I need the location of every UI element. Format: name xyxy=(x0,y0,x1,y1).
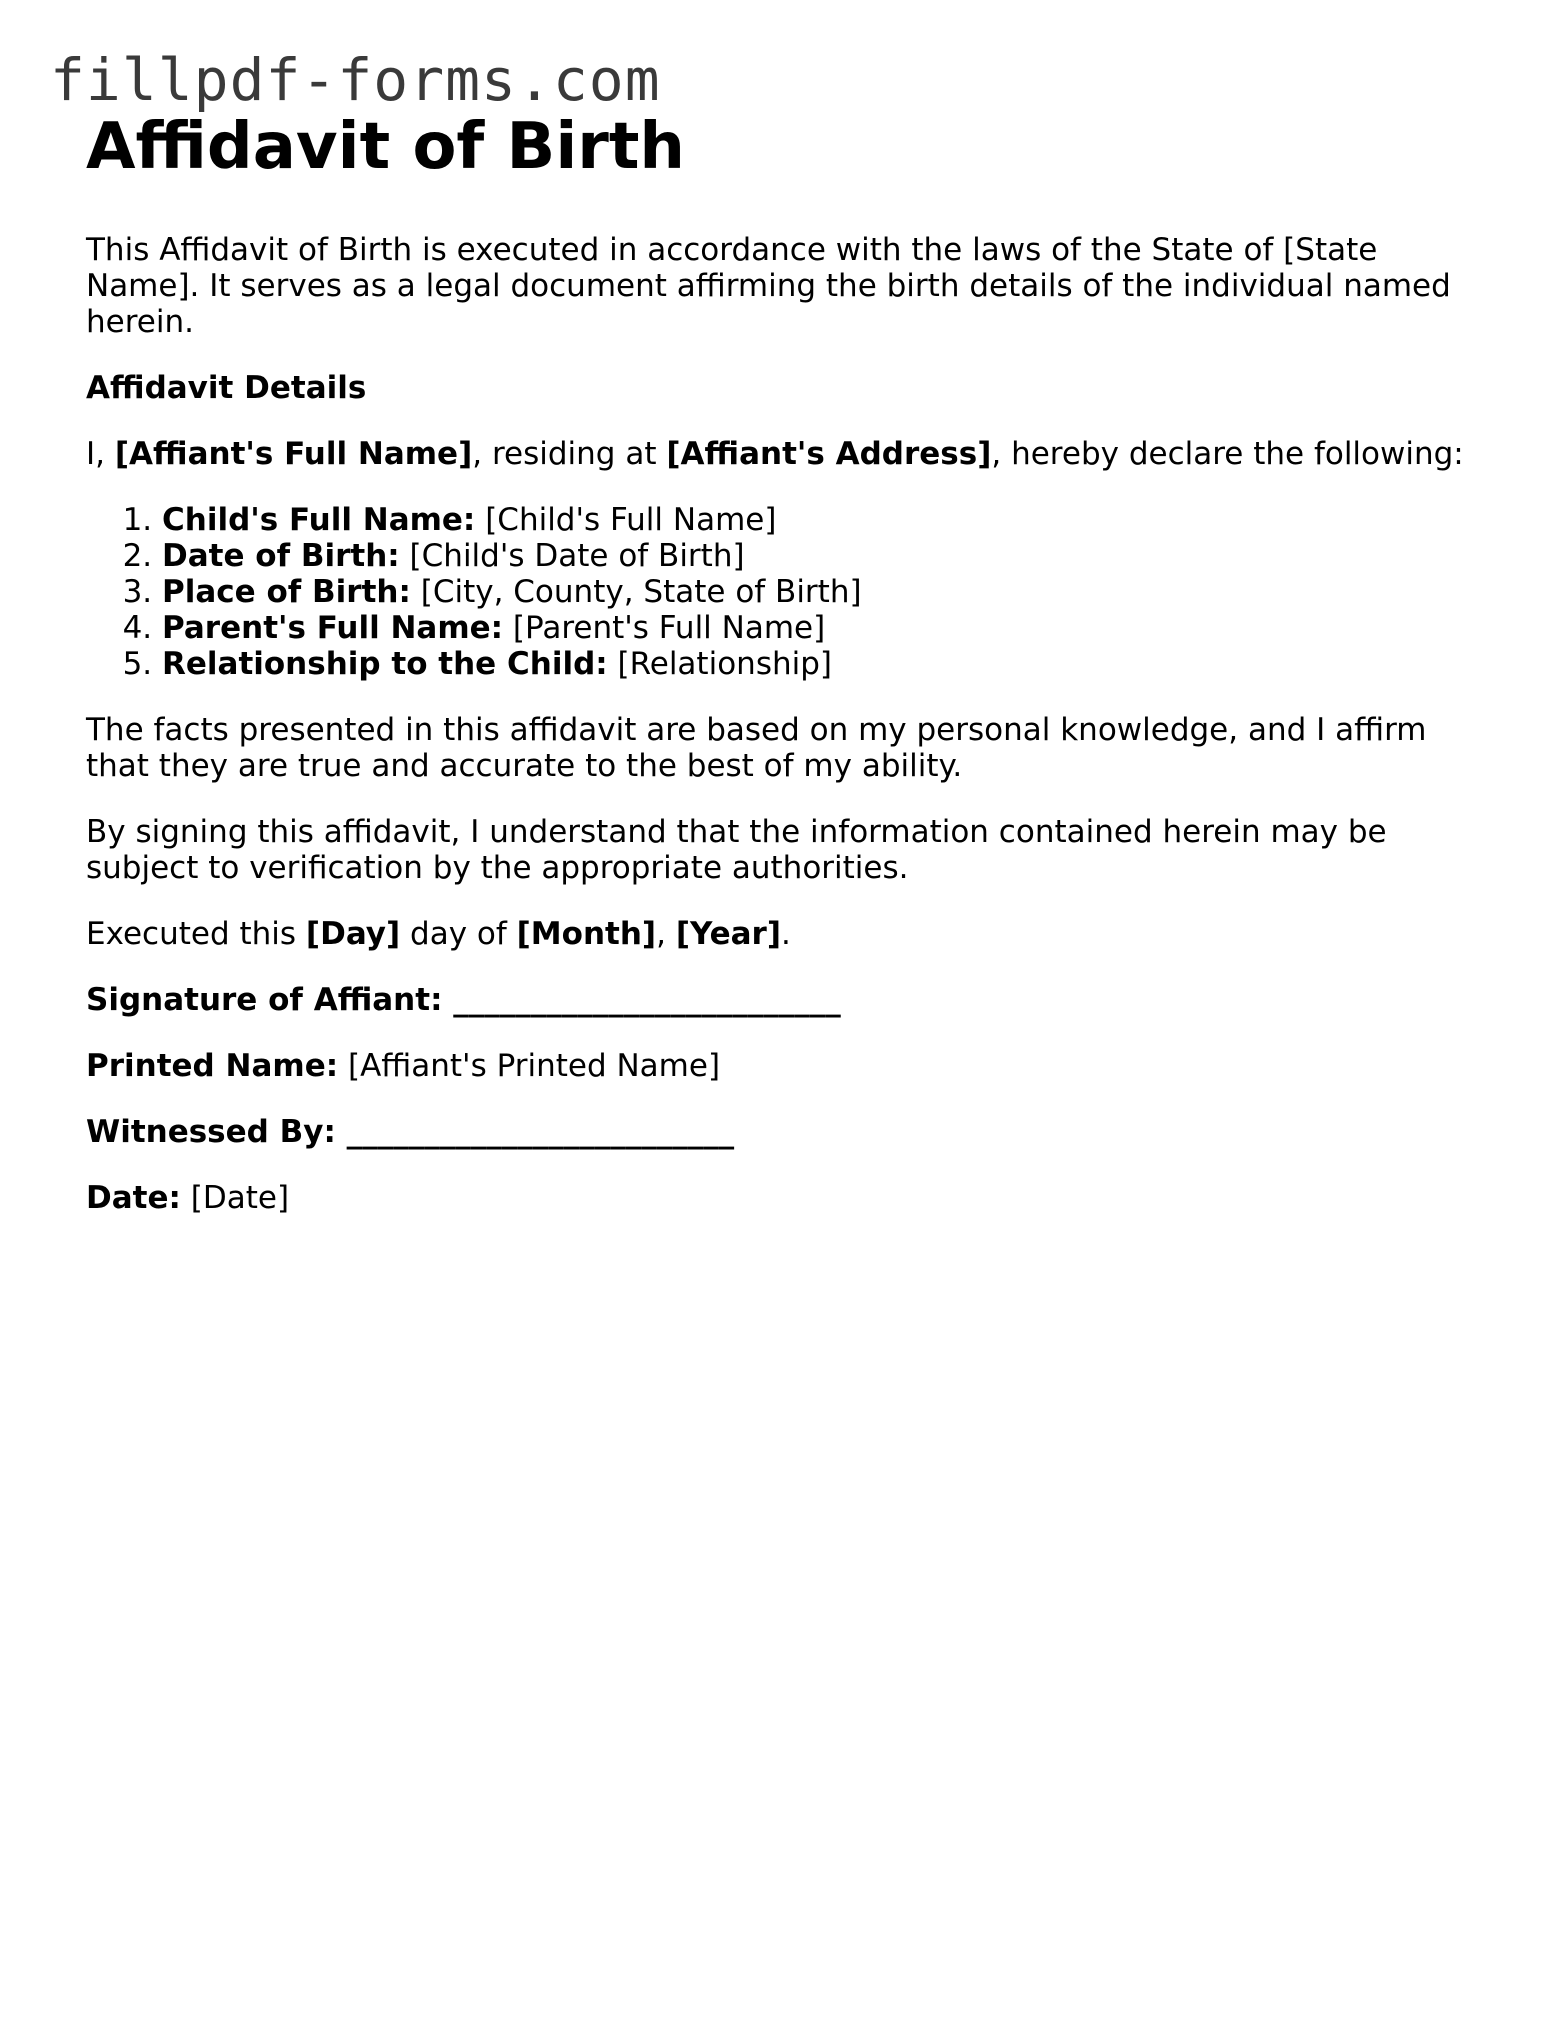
executed-middle: day of xyxy=(400,916,517,952)
item-label: Relationship to the Child: xyxy=(162,646,608,682)
printed-name-label: Printed Name: xyxy=(86,1048,339,1084)
year-placeholder: [Year] xyxy=(675,916,781,952)
watermark-text: fillpdf-forms.com xyxy=(50,46,661,114)
day-placeholder: [Day] xyxy=(305,916,401,952)
list-item xyxy=(162,538,1486,574)
list-item xyxy=(162,646,1486,682)
item-value: [Relationship] xyxy=(607,646,832,682)
intro-paragraph: This Affidavit of Birth is executed in accordance with the laws of the State of [State Name]. It serves as a legal document affirming the birth details of the individual named herein. xyxy=(86,232,1451,340)
month-placeholder: [Month] xyxy=(516,916,657,952)
witness-label: Witnessed By: xyxy=(86,1114,336,1150)
section-heading: Affidavit Details xyxy=(86,370,367,406)
date-label: Date: xyxy=(86,1180,181,1216)
document-page xyxy=(86,106,1486,1246)
declaration-middle: , residing at xyxy=(472,436,667,472)
facts-paragraph: The facts presented in this affidavit are based on my personal knowledge, and I affirm that they are true and accurate to the best of my ability. xyxy=(86,712,1427,784)
item-label: Place of Birth: xyxy=(162,574,411,610)
list-item xyxy=(162,574,1486,610)
affiant-address-placeholder: [Affiant's Address] xyxy=(666,436,992,472)
executed-end: . xyxy=(780,916,791,952)
list-item xyxy=(162,502,1486,538)
executed-line xyxy=(86,916,1486,952)
item-value: [City, County, State of Birth] xyxy=(410,574,862,610)
printed-name-line xyxy=(86,1048,1486,1084)
signature-blank[interactable]: _________________________ xyxy=(442,982,841,1018)
signature-label: Signature of Affiant: xyxy=(86,982,443,1018)
item-label: Child's Full Name: xyxy=(162,502,476,538)
witness-blank[interactable]: _________________________ xyxy=(335,1114,735,1150)
item-label: Parent's Full Name: xyxy=(162,610,504,646)
item-value: [Child's Full Name] xyxy=(475,502,777,538)
printed-name-value: [Affiant's Printed Name] xyxy=(338,1048,721,1084)
affiant-name-placeholder: [Affiant's Full Name] xyxy=(114,436,473,472)
document-title: Affidavit of Birth xyxy=(86,110,685,184)
witness-line xyxy=(86,1114,1486,1150)
item-label: Date of Birth: xyxy=(162,538,400,574)
item-value: [Child's Date of Birth] xyxy=(399,538,745,574)
executed-prefix: Executed this xyxy=(86,916,306,952)
verification-paragraph: By signing this affidavit, I understand that the information contained herein may be subject to verification by the appropriate authorities. xyxy=(86,814,1387,886)
list-item xyxy=(162,610,1486,646)
signature-line xyxy=(86,982,1486,1018)
date-line xyxy=(86,1180,1486,1216)
declaration-prefix: I, xyxy=(86,436,115,472)
declaration-suffix: , hereby declare the following: xyxy=(991,436,1464,472)
birth-details-list xyxy=(86,502,1486,682)
date-value: [Date] xyxy=(180,1180,290,1216)
declaration-paragraph xyxy=(86,436,1486,472)
item-value: [Parent's Full Name] xyxy=(503,610,826,646)
executed-comma: , xyxy=(656,916,676,952)
